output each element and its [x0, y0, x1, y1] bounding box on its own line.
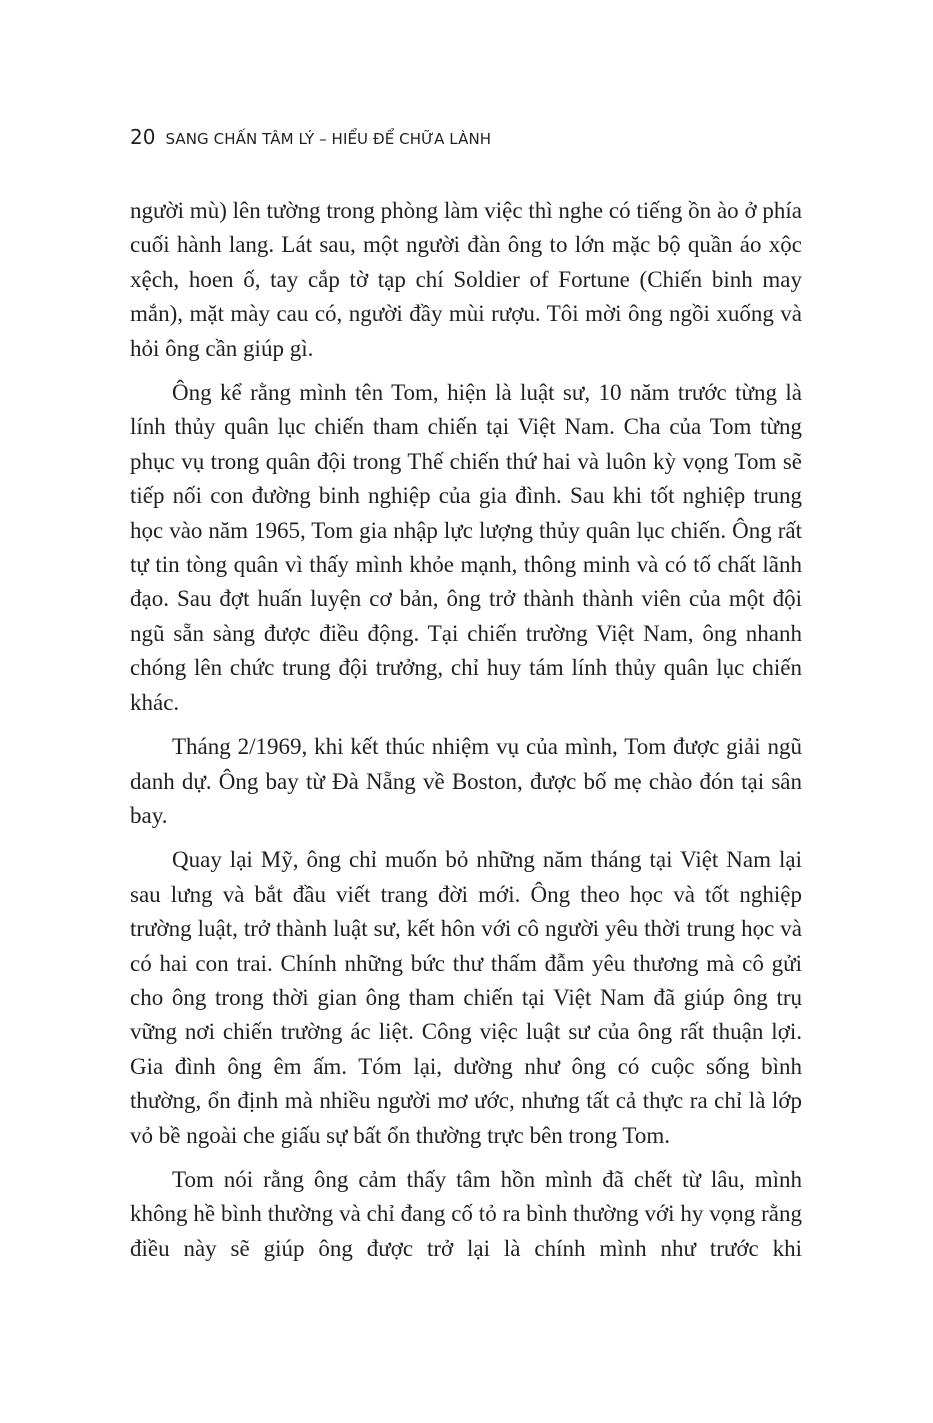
body-text — [130, 194, 802, 1266]
paragraph: Tháng 2/1969, khi kết thúc nhiệm vụ của mình, Tom được giải ngũ danh dự. Ông bay từ Đà Nẵng về Boston, được bố mẹ chào đón tại sân bay. — [130, 734, 802, 828]
paragraph: Tom nói rằng ông cảm thấy tâm hồn mình đã chết từ lâu, mình không hề bình thường và chỉ đang cố tỏ ra bình thường với hy vọng rằng điều này sẽ giúp ông được trở lại là chính mình như trước khi — [130, 1166, 802, 1261]
paragraph-continued: người mù) lên tường trong phòng làm việc thì nghe có tiếng ồn ào ở phía cuối hành lang. Lát sau, một người đàn ông to lớn mặc bộ quần áo xộc xệch, hoen ố, tay cắp tờ tạp chí Soldier of Fortune (Chiến binh may mắn), mặt mày cau có, người đầy mùi rượu. Tôi mời ông ngồi xuống và hỏi ông cần giúp gì. — [130, 198, 802, 361]
paragraph: Quay lại Mỹ, ông chỉ muốn bỏ những năm tháng tại Việt Nam lại sau lưng và bắt đầu viết trang đời mới. Ông theo học và tốt nghiệp trường luật, trở thành luật sư, kết hôn với cô người yêu thời trung học và có hai con trai. Chính những bức thư thấm đẫm yêu thương mà cô gửi cho ông trong thời gian ông tham chiến tại Việt Nam đã giúp ông trụ vững nơi chiến trường ác liệt. Công việc luật sư của ông rất thuận lợi. Gia đình ông êm ấm. Tóm lại, dường như ông có cuộc sống bình thường, ổn định mà nhiều người mơ ước, nhưng tất cả thực ra chỉ là lớp vỏ bề ngoài che giấu sự bất ổn thường trực bên trong Tom. — [130, 847, 802, 1148]
running-header — [130, 123, 802, 153]
book-title: SANG CHẤN TÂM LÝ – HIỂU ĐỂ CHỮA LÀNH — [165, 130, 492, 148]
page-number: 20 — [130, 125, 156, 149]
paragraph: Ông kể rằng mình tên Tom, hiện là luật sư, 10 năm trước từng là lính thủy quân lục chiến tham chiến tại Việt Nam. Cha của Tom từng phục vụ trong quân đội trong Thế chiến thứ hai và luôn kỳ vọng Tom sẽ tiếp nối con đường binh nghiệp của gia đình. Sau khi tốt nghiệp trung học vào năm 1965, Tom gia nhập lực lượng thủy quân lục chiến. Ông rất tự tin tòng quân vì thấy mình khỏe mạnh, thông minh và có tố chất lãnh đạo. Sau đợt huấn luyện cơ bản, ông trở thành thành viên của một đội ngũ sẵn sàng được điều động. Tại chiến trường Việt Nam, ông nhanh chóng lên chức trung đội trưởng, chỉ huy tám lính thủy quân lục chiến khác. — [130, 380, 802, 715]
